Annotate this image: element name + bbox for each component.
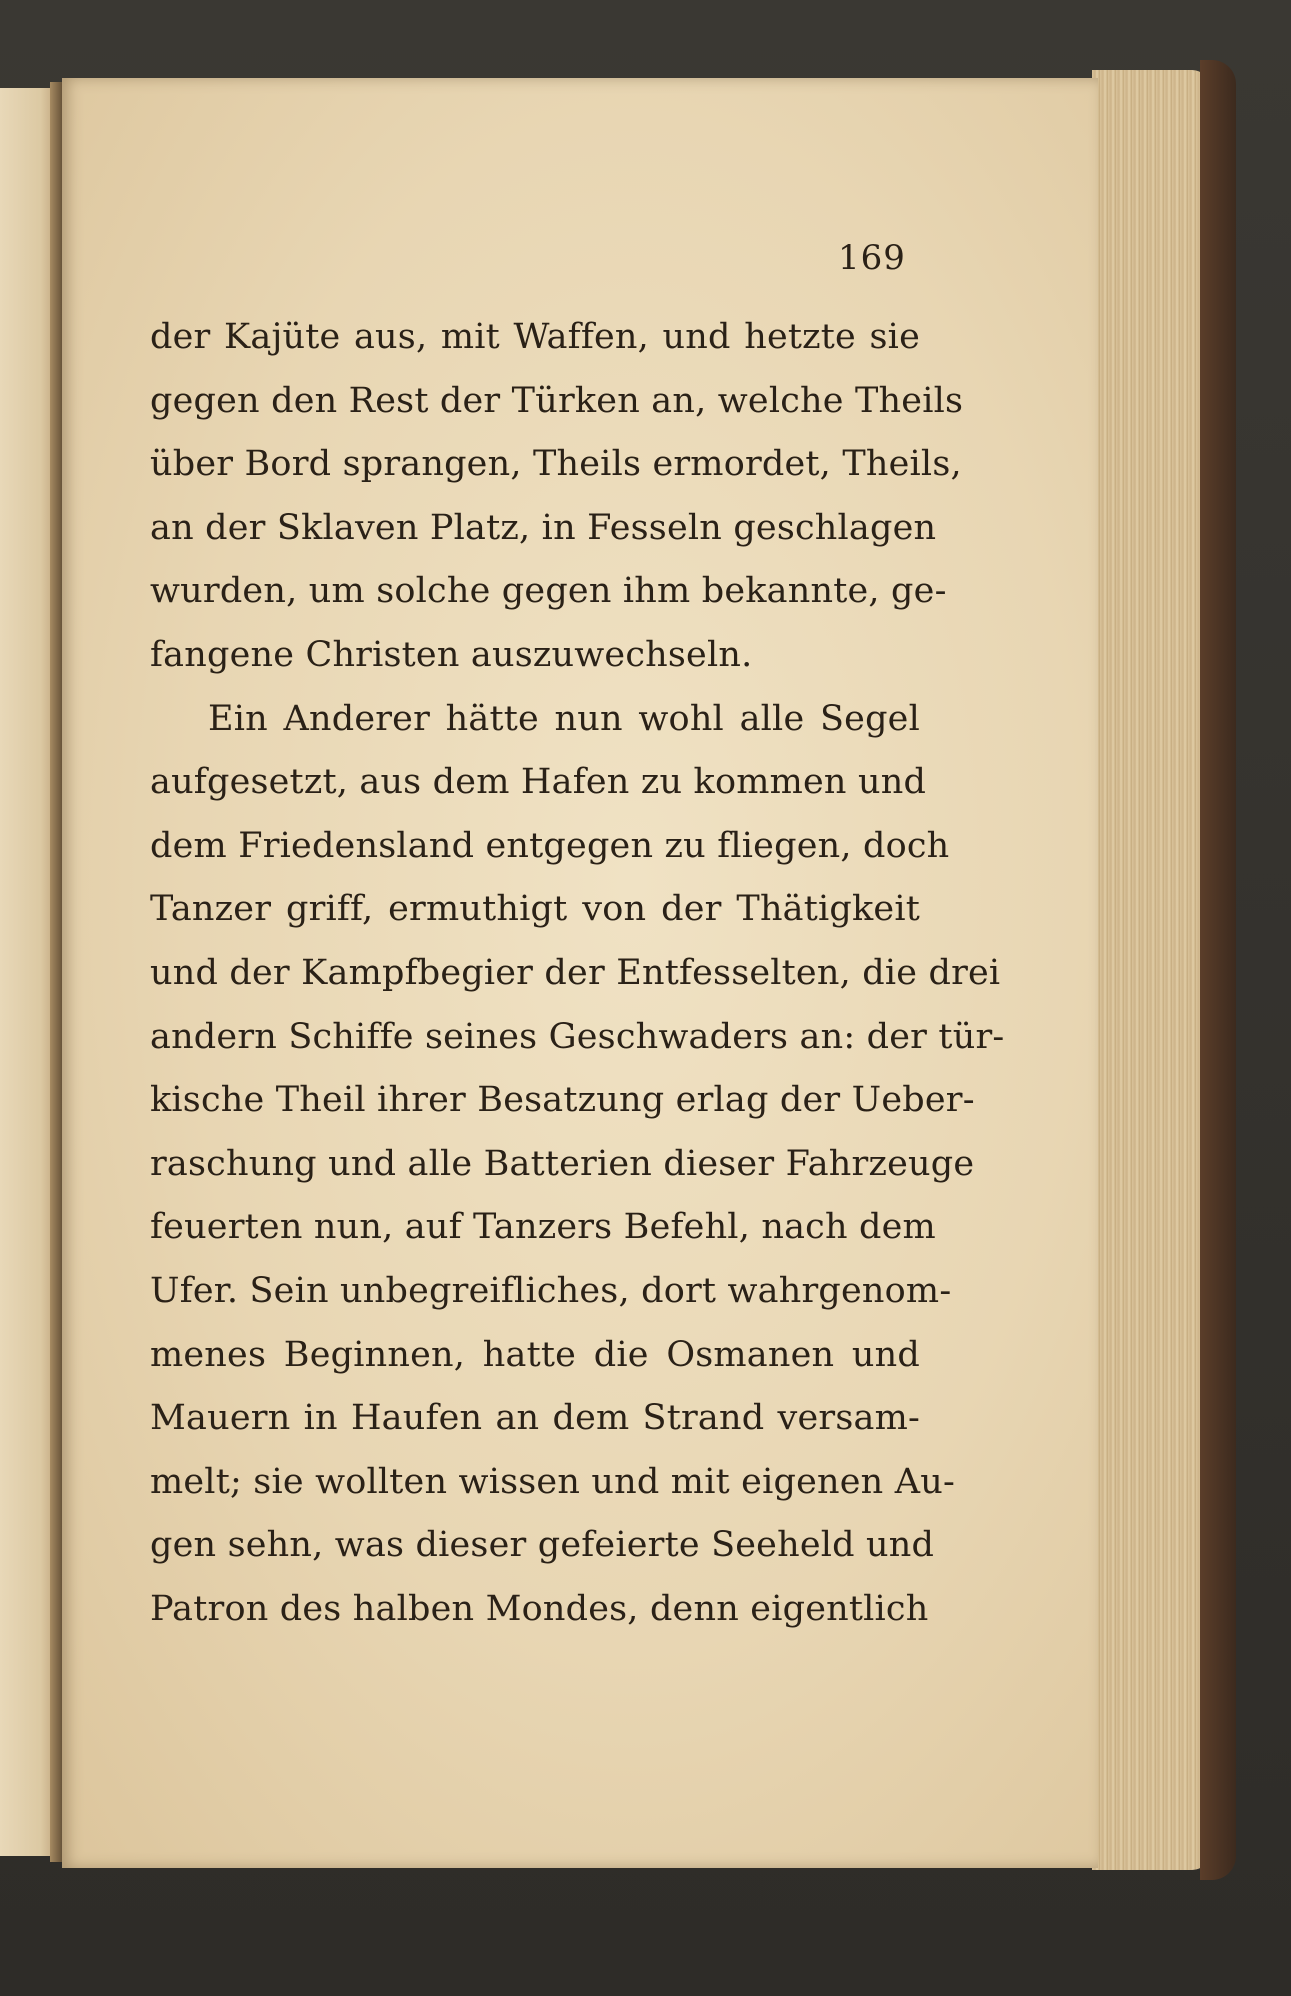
text-line: gen sehn, was dieser gefeierte Seeheld und [150, 1525, 935, 1566]
text-line: Mauern in Haufen an dem Strand versam- [150, 1398, 920, 1439]
text-line: Ufer. Sein unbegreifliches, dort wahrgenom- [150, 1270, 952, 1311]
text-line: über Bord sprangen, Theils ermordet, Theils, [150, 444, 962, 485]
text-line: raschung und alle Batterien dieser Fahrzeuge [150, 1143, 975, 1184]
page-fore-edge [1092, 70, 1210, 1870]
text-line: dem Friedensland entgegen zu fliegen, doch [150, 825, 950, 866]
text-line: Patron des halben Mondes, denn eigentlich [150, 1588, 929, 1629]
text-line: aufgesetzt, aus dem Hafen zu kommen und [150, 762, 927, 803]
text-line: der Kajüte aus, mit Waffen, und hetzte sie [150, 317, 920, 357]
text-line: Tanzer griff, ermuthigt von der Thätigkeit [150, 889, 920, 930]
page-text [150, 306, 1005, 1641]
text-line: an der Sklaven Platz, in Fesseln geschlagen [150, 507, 937, 548]
text-line: Ein Anderer hätte nun wohl alle Segel [208, 698, 920, 739]
text-line: und der Kampfbegier der Entfesselten, die drei [150, 952, 1001, 993]
text-line: andern Schiffe seines Geschwaders an: der tür- [150, 1016, 1005, 1057]
text-line: gegen den Rest der Türken an, welche Theils [150, 380, 964, 421]
page-number: 169 [838, 238, 906, 278]
text-line: fangene Christen auszuwechseln. [150, 634, 753, 675]
text-line: menes Beginnen, hatte die Osmanen und [150, 1334, 920, 1375]
text-line: kische Theil ihrer Besatzung erlag der Ueber- [150, 1080, 975, 1121]
text-line: feuerten nun, auf Tanzers Befehl, nach dem [150, 1207, 936, 1248]
book-cover-edge [1200, 60, 1236, 1880]
text-line: wurden, um solche gegen ihm bekannte, ge- [150, 571, 947, 612]
text-line: melt; sie wollten wissen und mit eigenen Au- [150, 1461, 955, 1502]
